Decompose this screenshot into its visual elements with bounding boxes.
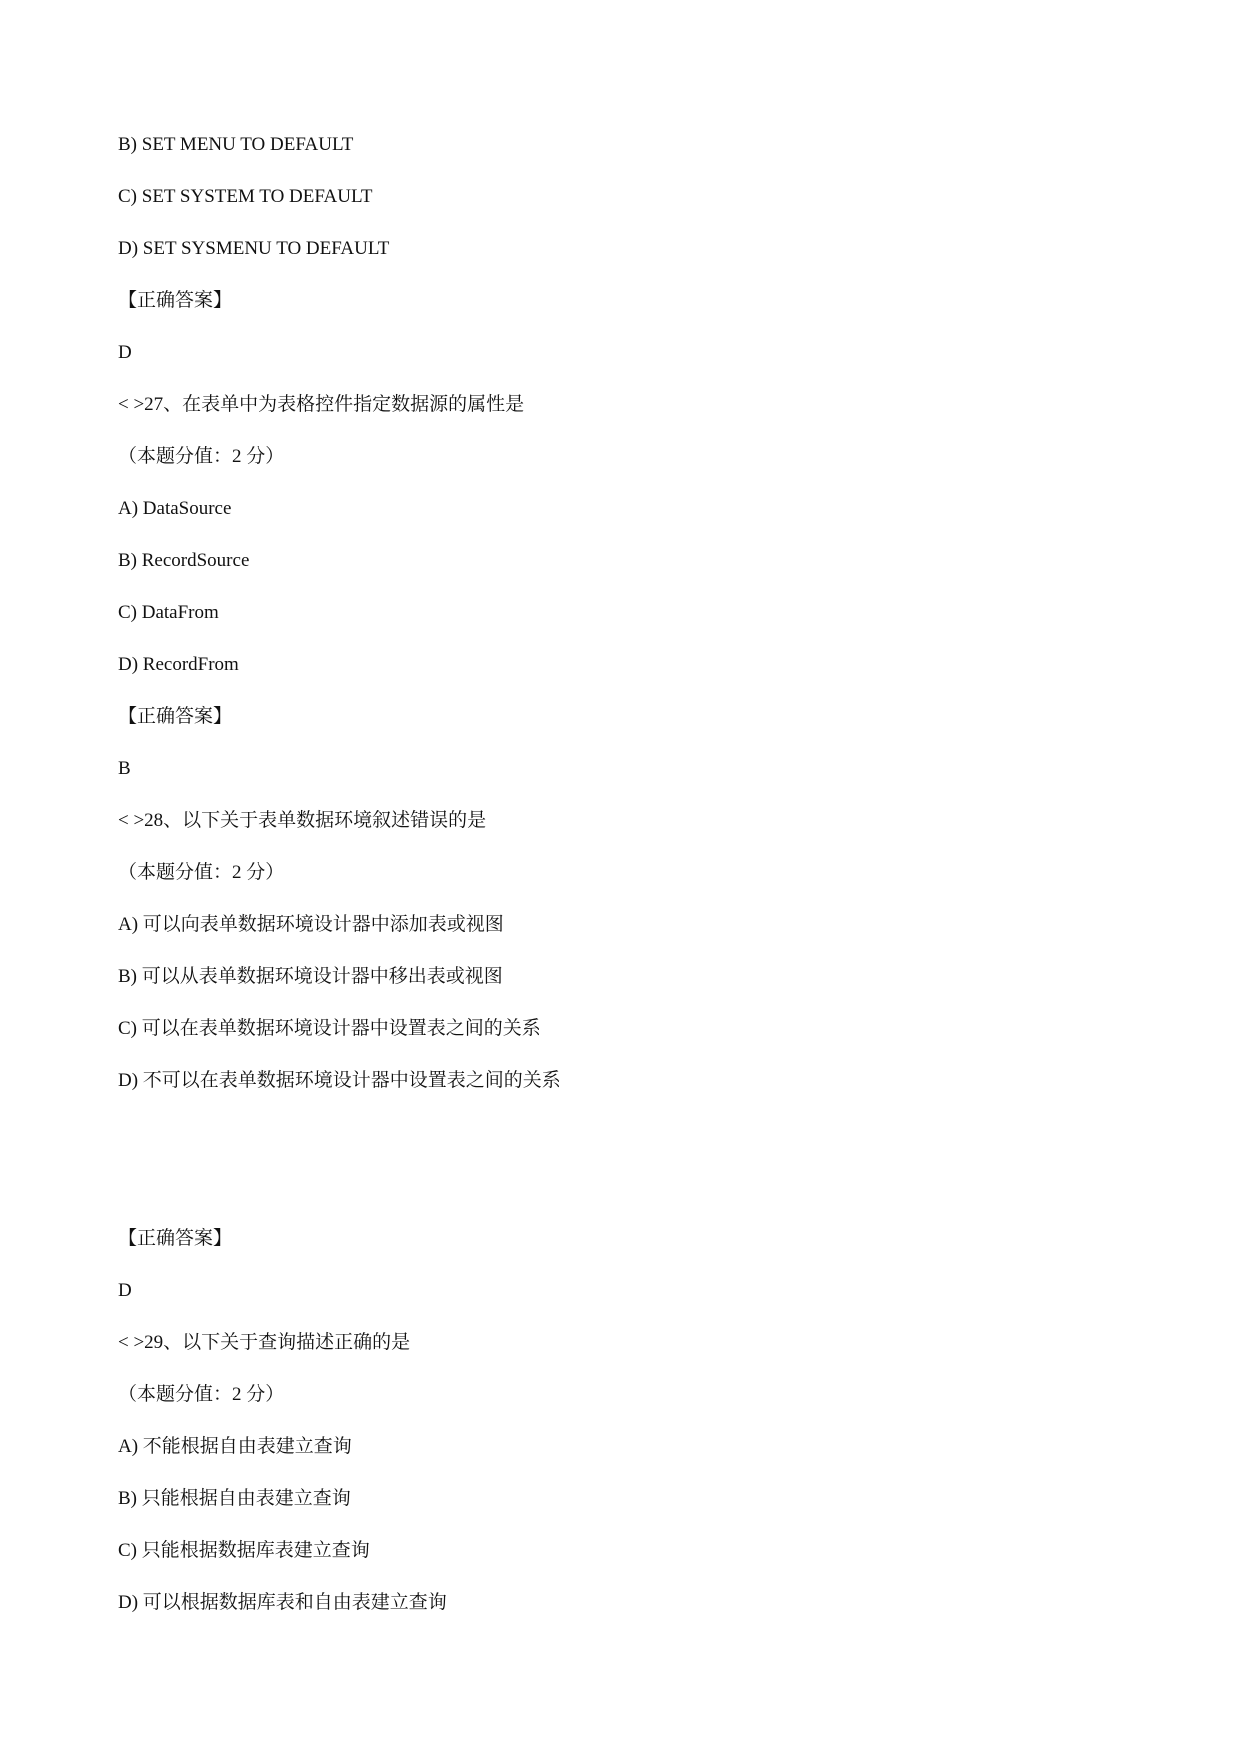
- question-28-option-a: A) 可以向表单数据环境设计器中添加表或视图: [118, 914, 504, 935]
- question-29-option-b: B) 只能根据自由表建立查询: [118, 1488, 351, 1509]
- option-b-text: B) SET MENU TO DEFAULT: [118, 134, 354, 155]
- question-28-option-b: B) 可以从表单数据环境设计器中移出表或视图: [118, 966, 503, 987]
- question-28-answer-heading: 【正确答案】: [118, 1228, 233, 1249]
- answer-heading: 【正确答案】: [118, 290, 233, 311]
- question-27-answer-heading: 【正确答案】: [118, 706, 233, 727]
- question-28-text: < >28、以下关于表单数据环境叙述错误的是: [118, 810, 487, 831]
- question-27-option-d: D) RecordFrom: [118, 654, 239, 675]
- question-27-answer-value: B: [118, 758, 131, 779]
- question-29-option-a: A) 不能根据自由表建立查询: [118, 1436, 352, 1457]
- question-29-text: < >29、以下关于查询描述正确的是: [118, 1332, 411, 1353]
- question-29-option-d: D) 可以根据数据库表和自由表建立查询: [118, 1592, 447, 1613]
- question-27-option-c: C) DataFrom: [118, 602, 219, 623]
- question-27-option-a: A) DataSource: [118, 498, 232, 519]
- question-27-text: < >27、在表单中为表格控件指定数据源的属性是: [118, 394, 525, 415]
- option-c-text: C) SET SYSTEM TO DEFAULT: [118, 186, 373, 207]
- question-29-option-c: C) 只能根据数据库表建立查询: [118, 1540, 370, 1561]
- question-27-score: （本题分值：2 分）: [118, 446, 285, 467]
- question-28-score: （本题分值：2 分）: [118, 862, 285, 883]
- question-27-option-b: B) RecordSource: [118, 550, 250, 571]
- option-d-text: D) SET SYSMENU TO DEFAULT: [118, 238, 390, 259]
- question-29-score: （本题分值：2 分）: [118, 1384, 285, 1405]
- question-28-answer-value: D: [118, 1280, 132, 1301]
- question-28-option-d: D) 不可以在表单数据环境设计器中设置表之间的关系: [118, 1070, 561, 1091]
- answer-value: D: [118, 342, 132, 363]
- question-28-option-c: C) 可以在表单数据环境设计器中设置表之间的关系: [118, 1018, 541, 1039]
